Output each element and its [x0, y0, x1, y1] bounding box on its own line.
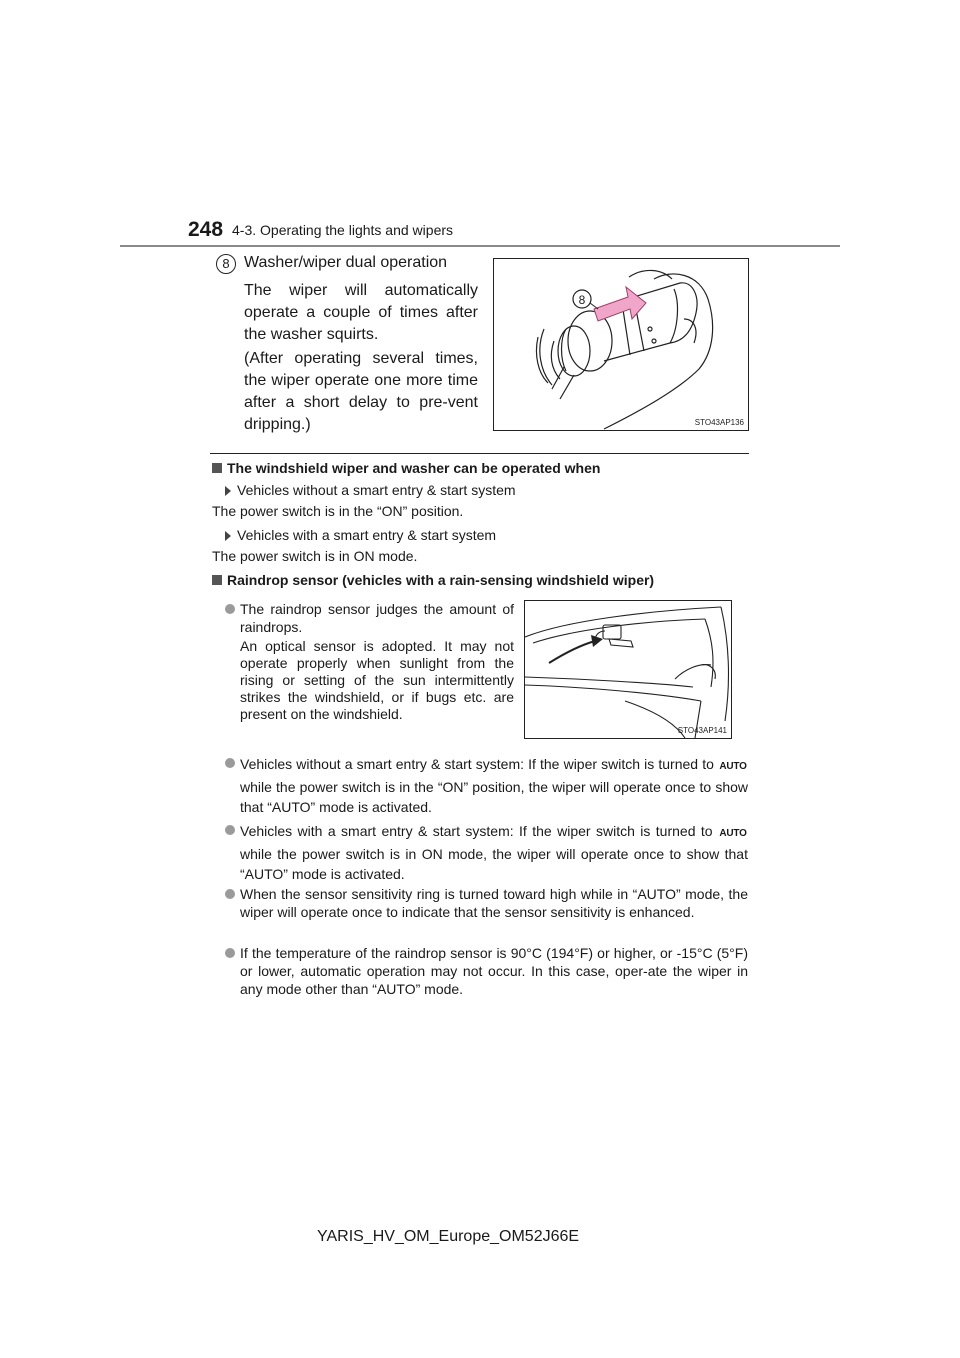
windshield-sensor-figure [524, 600, 732, 739]
section-divider [210, 453, 749, 454]
square-bullet-icon [212, 575, 222, 585]
windshield-illustration [525, 601, 731, 738]
bullet-dot-icon [225, 825, 235, 835]
condition-sub-2: Vehicles with a smart entry & start system [225, 527, 496, 543]
wiper-lever-figure [493, 258, 749, 431]
figure-callout-number: 8 [578, 293, 586, 307]
figure-code: STO43AP141 [677, 726, 727, 735]
triangle-bullet-icon [225, 531, 231, 541]
raindrop-bullet-1-detail: An optical sensor is adopted. It may not operate properly when sunlight from the rising or setting of the sun intermittently strikes the windshield, or if bugs etc. are present on the windshield. [240, 638, 514, 722]
sensor-pointer-arrow-icon [591, 635, 603, 647]
raindrop-bullet-3: Vehicles with a smart entry & start system: If the wiper switch is turned to AUTO while the power switch is in ON mode, the wiper will operate once to show that “AUTO” mode is activated. [240, 823, 748, 882]
wiper-lever-illustration [494, 259, 748, 430]
raindrop-bullet-5: If the temperature of the raindrop sensor is 90°C (194°F) or higher, or -15°C (5°F) or lower, automatic operation may not occur. In this case, oper-ate the wiper in any mode other than “AUTO” mode. [240, 945, 748, 997]
step-paragraph-1: The wiper will automatically operate a couple of times after the washer squirts. [244, 282, 478, 343]
bullet-dot-icon [225, 604, 235, 614]
condition-text-2: The power switch is in ON mode. [212, 548, 418, 564]
bullet-dot-icon [225, 758, 235, 768]
step-paragraph-2: (After operating several times, the wiper operate one more time after a short delay to pre-vent dripping.) [244, 350, 478, 433]
auto-switch-icon: AUTO [719, 761, 747, 772]
condition-sub-1: Vehicles without a smart entry & start system [225, 482, 516, 498]
conditions-heading: The windshield wiper and washer can be operated when [212, 460, 600, 476]
header-rule [120, 245, 840, 247]
document-id-footer: YARIS_HV_OM_Europe_OM52J66E [317, 1228, 580, 1245]
step-number-badge: 8 [216, 254, 236, 274]
auto-switch-icon: AUTO [719, 828, 747, 839]
bullet-dot-icon [225, 889, 235, 899]
square-bullet-icon [212, 463, 222, 473]
figure-code: STO43AP136 [694, 418, 744, 427]
raindrop-bullet-1: The raindrop sensor judges the amount of raindrops. [240, 601, 514, 635]
condition-text-1: The power switch is in the “ON” position. [212, 503, 464, 519]
section-title: 4-3. Operating the lights and wipers [232, 222, 454, 238]
raindrop-heading: Raindrop sensor (vehicles with a rain-sensing windshield wiper) [212, 572, 654, 588]
raindrop-bullet-4: When the sensor sensitivity ring is turned toward high while in “AUTO” mode, the wiper will operate once to indicate that the sensor sensitivity is enhanced. [240, 886, 748, 920]
step-heading: Washer/wiper dual operation [244, 254, 448, 271]
pull-arrow-icon [594, 287, 646, 321]
triangle-bullet-icon [225, 486, 231, 496]
page-number: 248 [188, 218, 224, 241]
bullet-dot-icon [225, 948, 235, 958]
raindrop-bullet-2: Vehicles without a smart entry & start system: If the wiper switch is turned to AUTO while the power switch is in the “ON” position, the wiper will operate once to show that “AUTO” mode is activated. [240, 756, 748, 815]
